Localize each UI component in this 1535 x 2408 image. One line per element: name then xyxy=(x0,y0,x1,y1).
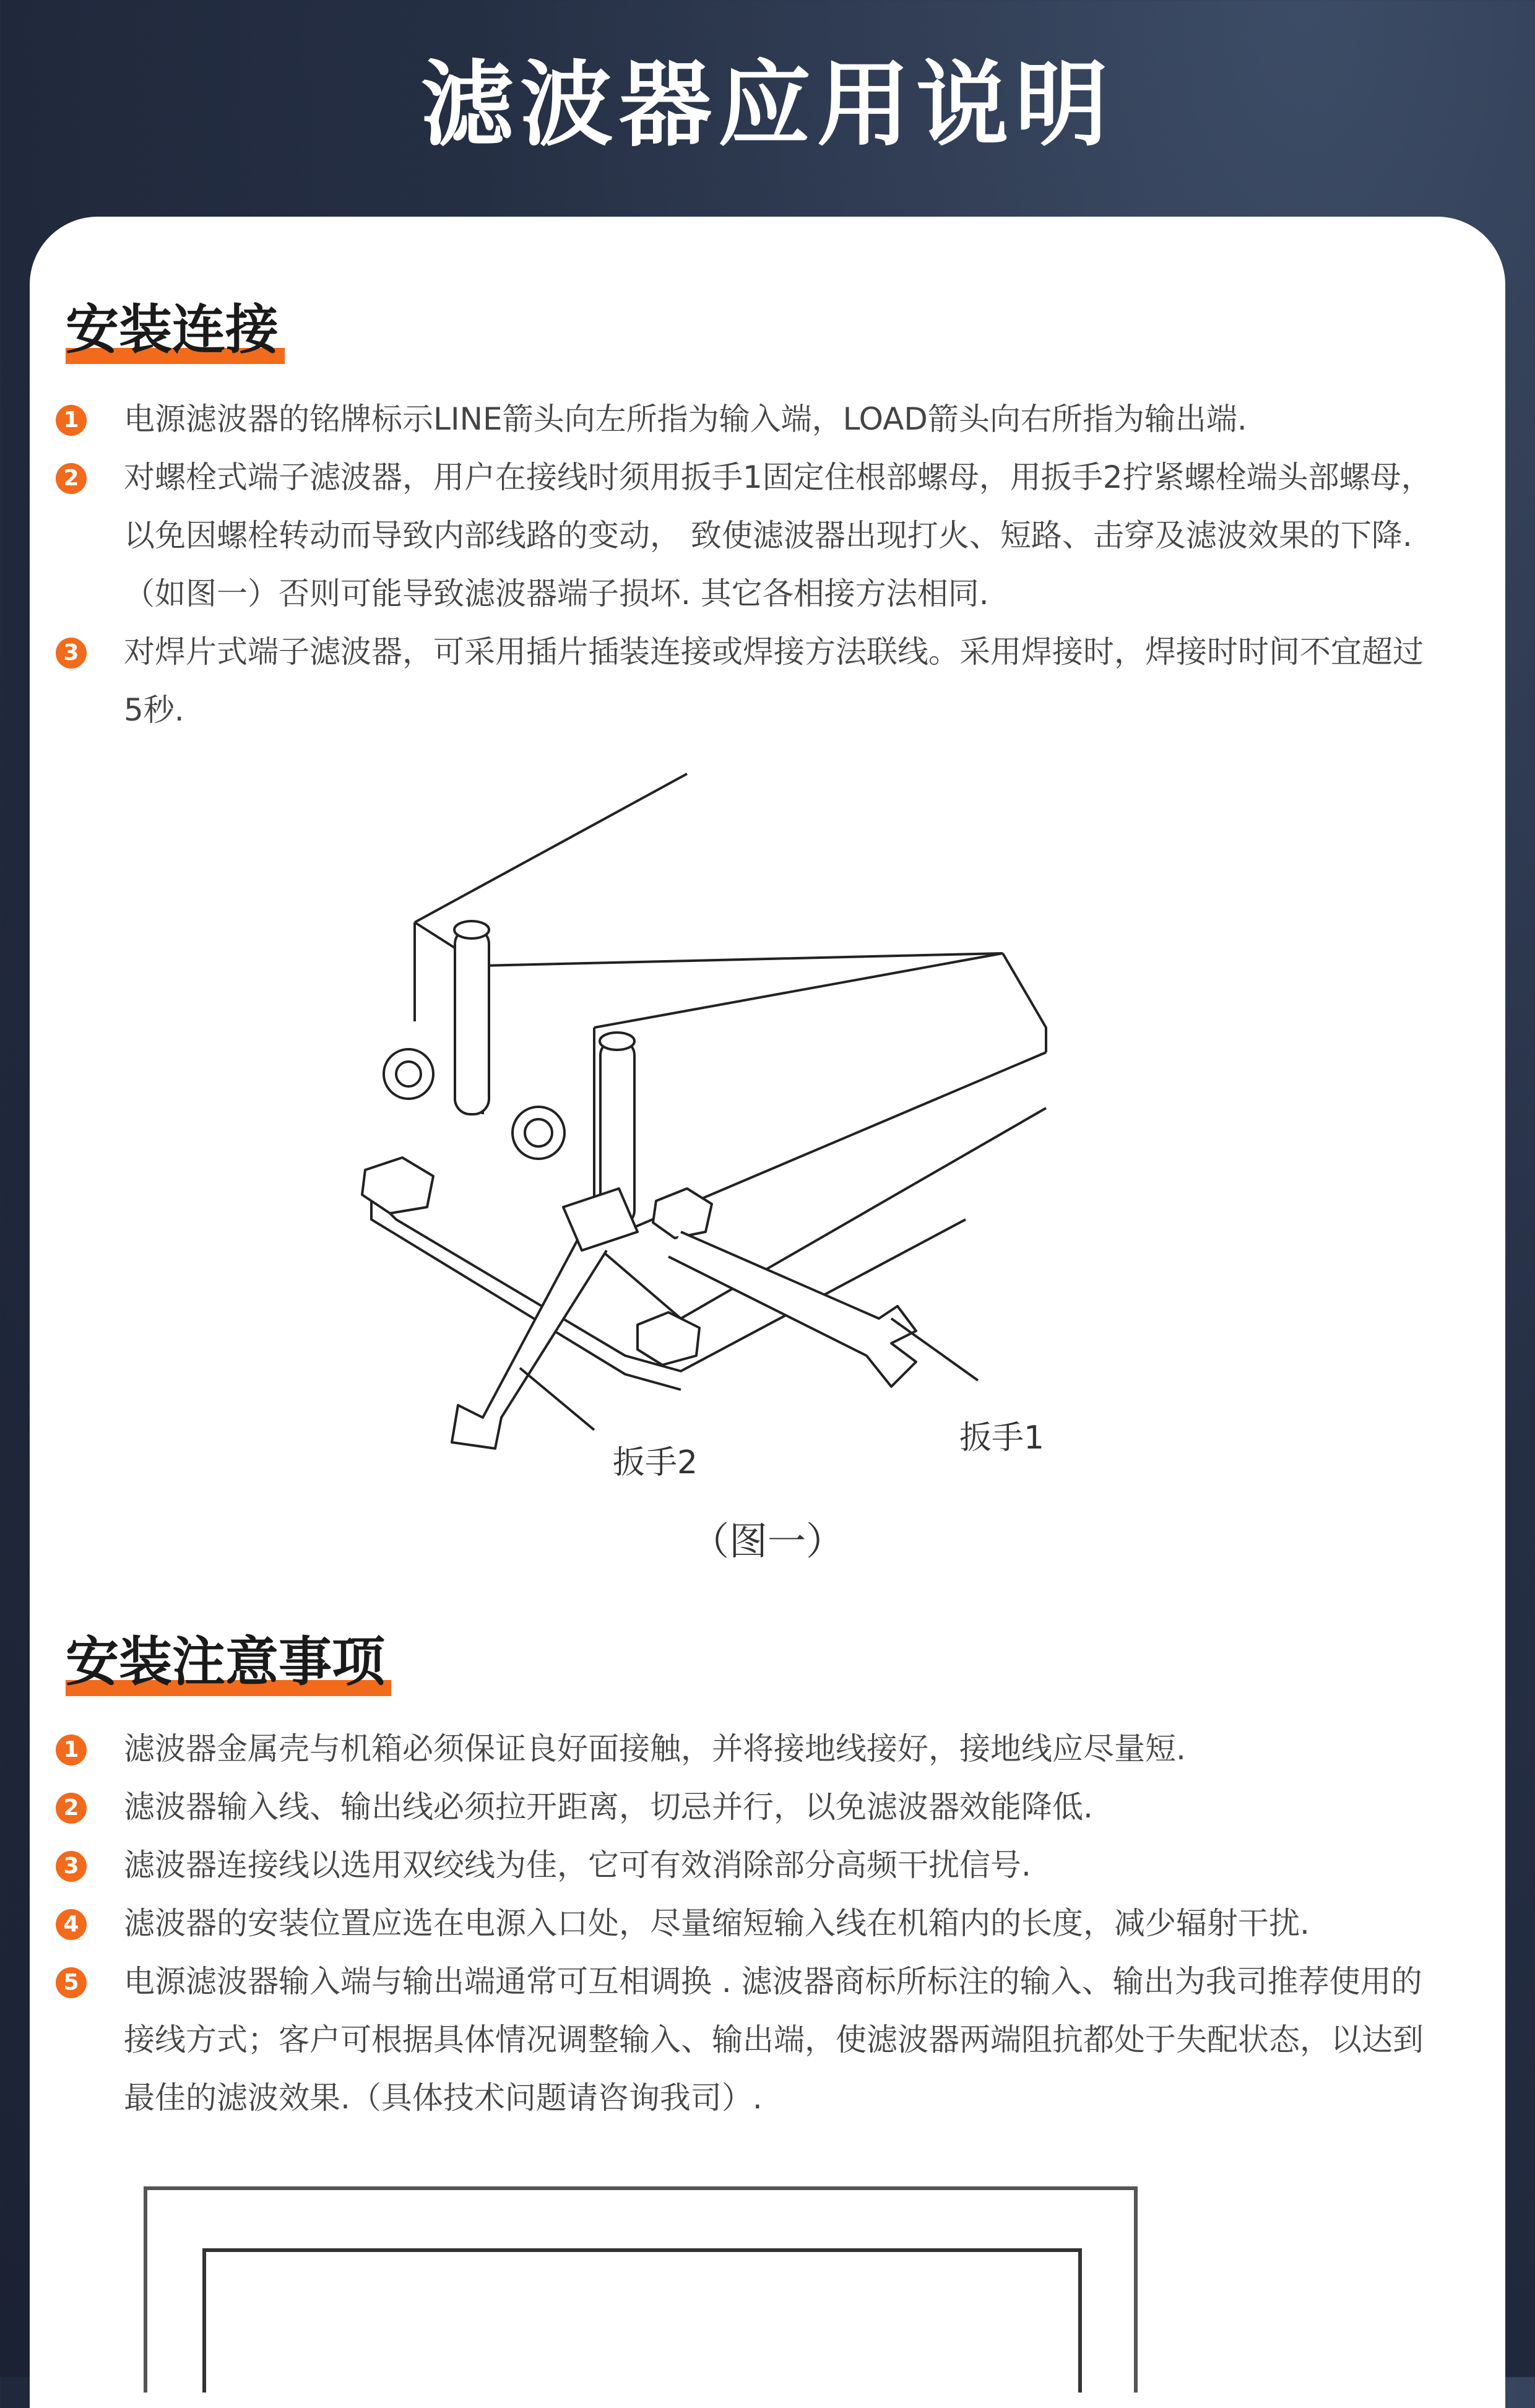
installation-list xyxy=(56,390,1442,739)
cabinet-diagram xyxy=(139,2182,1142,2393)
wrench2-label: 扳手2 xyxy=(613,1444,698,1481)
list-item-text: 滤波器金属壳与机箱必须保证良好面接触，并将接地线接好，接地线应尽量短. xyxy=(124,1731,1186,1767)
section-heading-text: 安装连接 xyxy=(66,299,279,361)
list-item xyxy=(56,1836,1442,1894)
list-item xyxy=(56,623,1442,739)
list-item-text: 对焊片式端子滤波器，可采用插片插装连接或焊接方法联线。采用焊接时，焊接时时间不宜超过5秒. xyxy=(124,634,1424,728)
list-item-text: 电源滤波器的铭牌标示LINE箭头向左所指为输入端，LOAD箭头向右所指为输出端. xyxy=(124,401,1247,437)
list-item xyxy=(56,390,1442,448)
section-heading-precautions xyxy=(66,1628,391,1696)
number-badge: 2 xyxy=(56,463,87,494)
figure-caption: （图一） xyxy=(690,1518,844,1564)
list-item-text: 滤波器的安装位置应选在电源入口处，尽量缩短输入线在机箱内的长度，减少辐射干扰. xyxy=(124,1905,1310,1941)
page-title: 滤波器应用说明 xyxy=(420,51,1114,159)
number-badge: 4 xyxy=(56,1909,87,1940)
list-item xyxy=(56,448,1442,623)
number-badge: 3 xyxy=(56,1851,87,1882)
list-item-text: 滤波器连接线以选用双绞线为佳，它可有效消除部分高频干扰信号. xyxy=(124,1847,1031,1883)
list-item xyxy=(56,1894,1442,1952)
precautions-list xyxy=(56,1720,1442,2127)
number-badge: 2 xyxy=(56,1793,87,1824)
wrench-installation-diagram xyxy=(334,761,1139,1486)
list-item-text: 滤波器输入线、输出线必须拉开距离，切忌并行，以免滤波器效能降低. xyxy=(124,1789,1093,1825)
list-item xyxy=(56,1720,1442,1778)
section-heading-installation xyxy=(66,296,285,364)
number-badge: 1 xyxy=(56,1735,87,1765)
section-heading-text: 安装注意事项 xyxy=(66,1631,385,1693)
number-badge: 3 xyxy=(56,638,87,669)
number-badge: 5 xyxy=(56,1967,87,1998)
list-item xyxy=(56,1778,1442,1836)
list-item xyxy=(56,1952,1442,2127)
list-item-text: 对螺栓式端子滤波器，用户在接线时须用扳手1固定住根部螺母，用扳手2拧紧螺栓端头部螺母，以免因螺栓转动而导致内部线路的变动， 致使滤波器出现打火、短路、击穿及滤波效果的下降. （如图一）否则可能导致滤波器端子损坏. 其它各相接方法相同. xyxy=(124,459,1432,612)
list-item-text: 电源滤波器输入端与输出端通常可互相调换 . 滤波器商标所标注的输入、输出为我司推荐使用的接线方式；客户可根据具体情况调整输入、输出端，使滤波器两端阻抗都处于失配状态，以达到最佳的滤波效果.（具体技术问题请咨询我司）. xyxy=(124,1964,1424,2116)
number-badge: 1 xyxy=(56,405,87,436)
wrench1-label: 扳手1 xyxy=(959,1419,1045,1457)
